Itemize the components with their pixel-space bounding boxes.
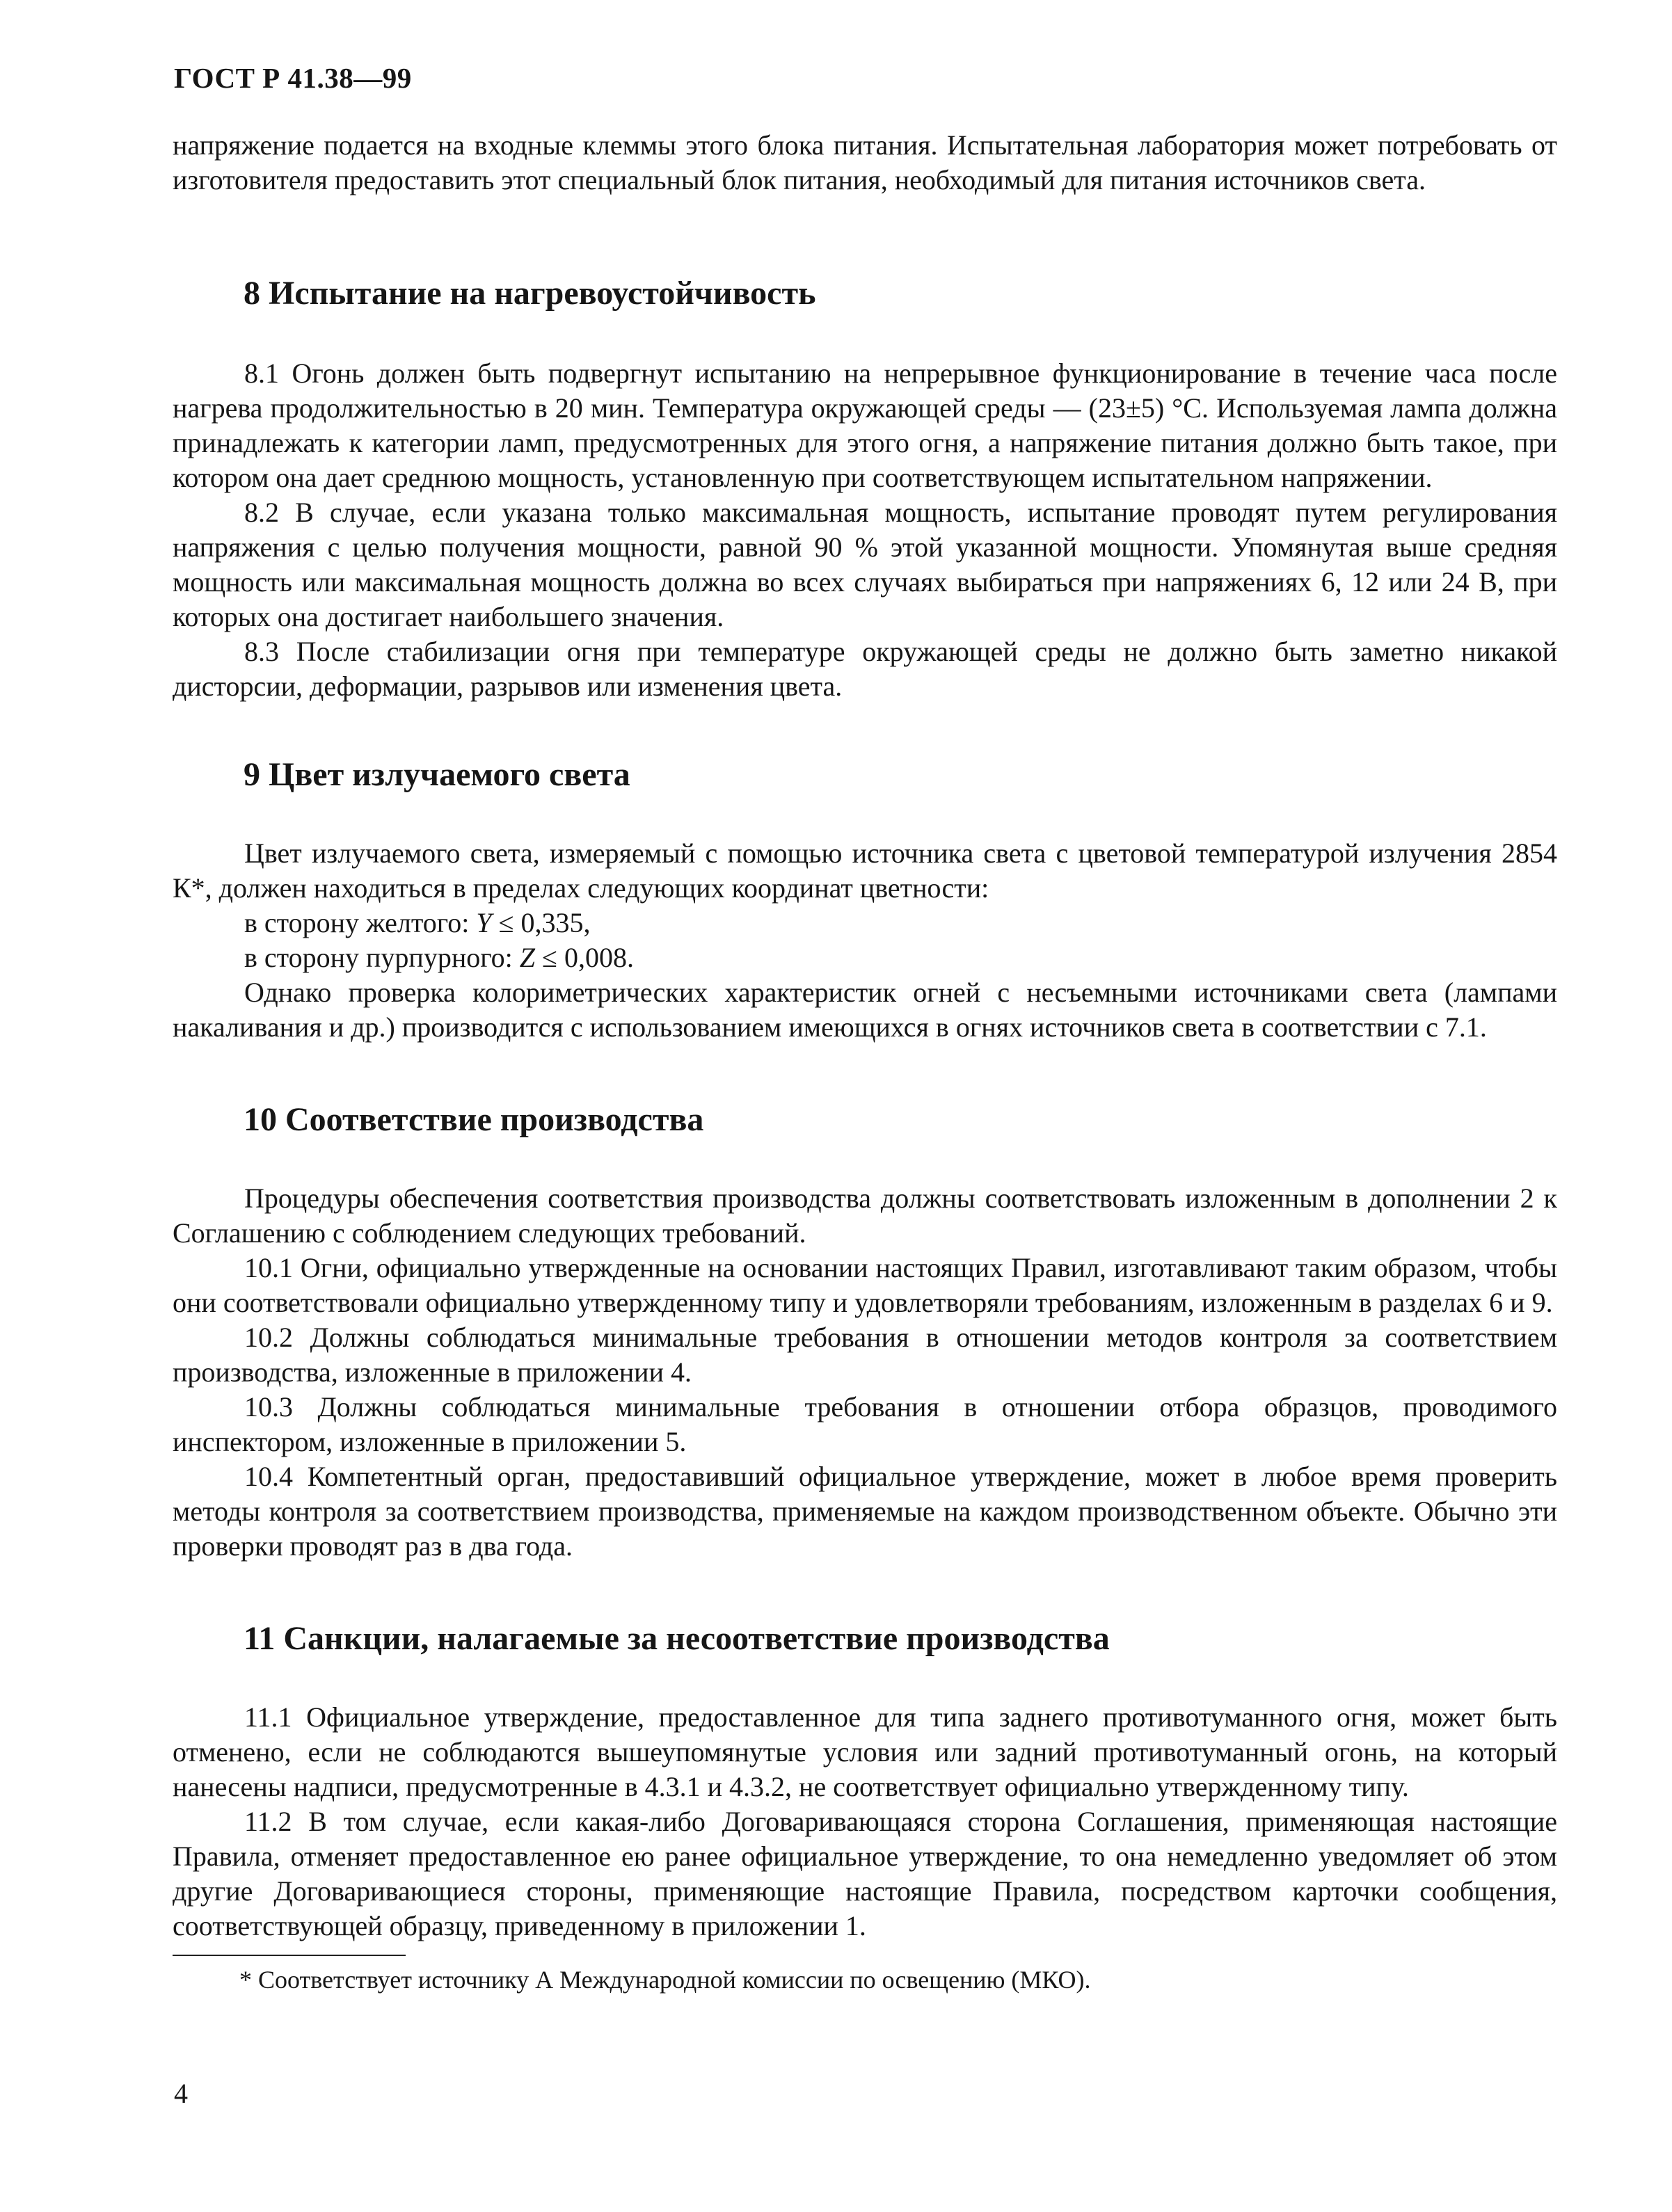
purple-limit-value: ≤ 0,008.	[535, 942, 634, 973]
clause-10-3: 10.3 Должны соблюдаться минимальные требования в отношении отбора образцов, проводимого инспектором, изложенные в приложении 5.	[173, 1391, 1557, 1457]
section-11	[173, 1618, 1557, 1943]
section-10-intro: Процедуры обеспечения соответствия производства должны соответствовать изложенным в дополнении 2 к Соглашению с соблюдением следующих требований.	[173, 1183, 1557, 1249]
section-10-heading: 10 Соответствие производства	[244, 1101, 704, 1138]
yellow-limit-prefix: в сторону желтого:	[244, 907, 477, 938]
page-content	[173, 128, 1557, 1995]
clause-8-1: 8.1 Огонь должен быть подвергнут испытанию на непрерывное функционирование в течение часа после нагрева продолжительностью в 20 мин. Температура окружающей среды — (23±5) °С. Используемая лампа должна принадлежать к категории ламп, предусмотренных для этого огня, а напряжение питания должно быть такое, при котором она дает среднюю мощность, установленную при соответствующем испытательном напряжении.	[173, 358, 1557, 493]
footnote: * Соответствует источнику А Международной комиссии по освещению (МКО).	[239, 1966, 1091, 1994]
yellow-limit-value: ≤ 0,335,	[491, 907, 591, 938]
intro-continuation-paragraph: напряжение подается на входные клеммы этого блока питания. Испытательная лаборатория может потребовать от изготовителя предоставить этот специальный блок питания, необходимый для питания источников света.	[173, 129, 1557, 195]
section-9-paragraph-1: Цвет излучаемого света, измеряемый с помощью источника света с цветовой температурой излучения 2854 К*, должен находиться в пределах следующих координат цветности:	[173, 837, 1557, 904]
footnote-divider	[173, 1955, 406, 1956]
page-number: 4	[174, 2078, 188, 2109]
purple-chromaticity-limit	[173, 940, 1557, 975]
standard-code-header: ГОСТ Р 41.38—99	[174, 62, 412, 94]
clause-11-2: 11.2 В том случае, если какая-либо Договаривающаяся сторона Соглашения, применяющая настоящие Правила, отменяет предоставленное ею ранее официальное утверждение, то она немедленно уведомляет об этом другие Договаривающиеся стороны, применяющие настоящие Правила, посредством карточки сообщения, соответствующей образцу, приведенному в приложении 1.	[173, 1806, 1557, 1941]
clause-8-2: 8.2 В случае, если указана только максимальная мощность, испытание проводят путем регулирования напряжения с целью получения мощности, равной 90 % этой указанной мощности. Упомянутая выше средняя мощность или максимальная мощность должна во всех случаях выбираться при напряжениях 6, 12 или 24 В, при которых она достигает наибольшего значения.	[173, 497, 1557, 632]
clause-10-2: 10.2 Должны соблюдаться минимальные требования в отношении методов контроля за соответствием производства, изложенные в приложении 4.	[173, 1322, 1557, 1388]
section-10	[173, 1099, 1557, 1564]
yellow-chromaticity-limit	[173, 906, 1557, 940]
purple-limit-variable: Z	[519, 942, 535, 973]
clause-8-3: 8.3 После стабилизации огня при температуре окружающей среды не должно быть заметно никакой дисторсии, деформации, разрывов или изменения цвета.	[173, 636, 1557, 702]
section-8	[173, 273, 1557, 704]
clause-10-4: 10.4 Компетентный орган, предоставивший официальное утверждение, может в любое время проверить методы контроля за соответствием производства, применяемые на каждом производственном объекте. Обычно эти проверки проводят раз в два года.	[173, 1461, 1557, 1562]
clause-11-1: 11.1 Официальное утверждение, предоставленное для типа заднего противотуманного огня, может быть отменено, если не соблюдаются вышеупомянутые условия или задний противотуманный огонь, на который нанесены надписи, предусмотренные в 4.3.1 и 4.3.2, не соответствует официально утвержденному типу.	[173, 1701, 1557, 1802]
section-9	[173, 754, 1557, 1045]
section-9-heading: 9 Цвет излучаемого света	[244, 756, 630, 793]
purple-limit-prefix: в сторону пурпурного:	[244, 942, 520, 973]
section-11-heading: 11 Санкции, налагаемые за несоответствие производства	[244, 1620, 1110, 1657]
section-9-paragraph-2: Однако проверка колориметрических характеристик огней с несъемными источниками света (лампами накаливания и др.) производится с использованием имеющихся в огнях источников света в соответствии с 7.1.	[173, 977, 1557, 1043]
section-8-heading: 8 Испытание на нагревоустойчивость	[244, 275, 816, 312]
clause-10-1: 10.1 Огни, официально утвержденные на основании настоящих Правил, изготавливают таким образом, чтобы они соответствовали официально утвержденному типу и удовлетворяли требованиям, изложенным в разделах 6 и 9.	[173, 1252, 1557, 1318]
yellow-limit-variable: Y	[476, 907, 492, 938]
